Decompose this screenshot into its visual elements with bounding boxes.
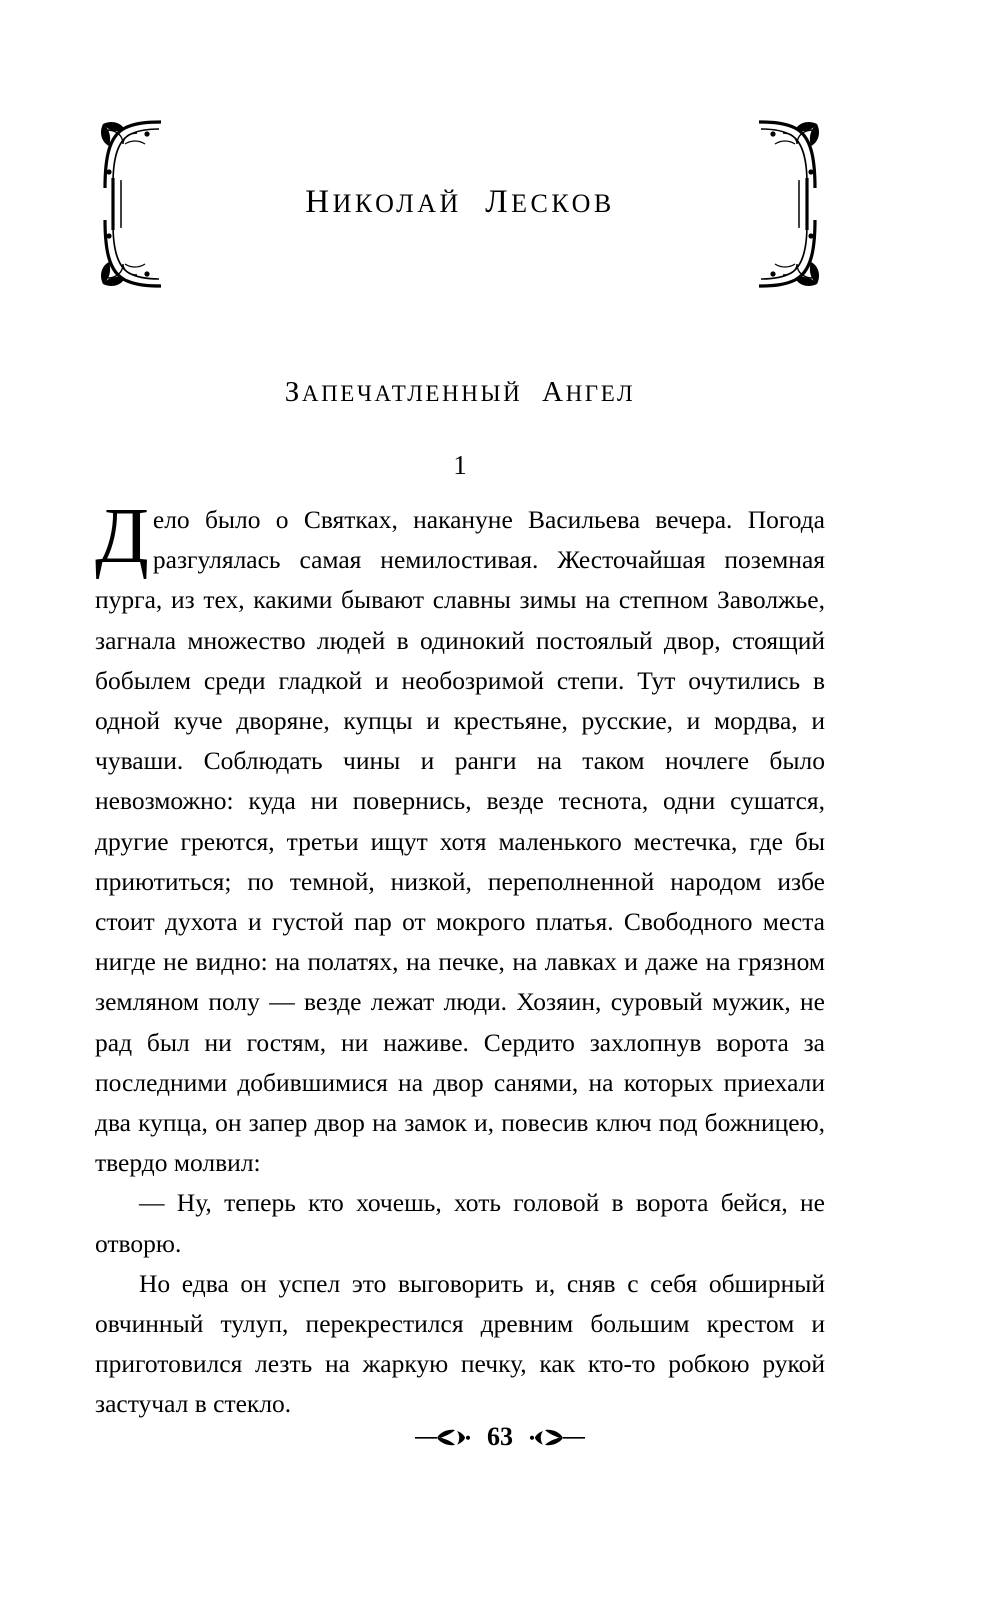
author-frame <box>95 118 825 290</box>
title-word2-initial: А <box>542 376 566 408</box>
author-last-rest: ЕСКОВ <box>511 189 615 218</box>
author-first-initial: Н <box>305 184 333 220</box>
page-number: 63 <box>487 1422 513 1451</box>
paragraph-2: — Ну, теперь кто хочешь, хоть головой в ворота бейся, не отворю. <box>95 1188 825 1258</box>
author-first-rest: ИКОЛАЙ <box>332 189 462 218</box>
title-word1-rest: АПЕЧАТЛЕННЫЙ <box>301 381 523 406</box>
author-name <box>95 186 825 219</box>
leaf-ornament-right-icon <box>529 1427 585 1447</box>
title-word1-initial: З <box>284 376 302 408</box>
chapter-number: 1 <box>453 450 467 480</box>
paragraph-1-text: ело было о Святках, накануне Васильева вечера. Погода разгулялась самая немилостивая. Жесточайшая поземная пурга, из тех, какими бывают славны зимы на степном Заволжье, загнала множество людей в одинокий постоялый двор, стоящий бобылем среди гладкой и необозримой степи. Тут очутились в одной куче дворяне, купцы и крестьяне, русские, и мордва, и чуваши. Соблюдать чины и ранги на таком ночлеге было невозможно: куда ни повернись, везде теснота, одни сушатся, другие греются, третьи ищут хотя маленького местечка, где бы приютиться; по темной, низкой, переполненной народом избе стоит духота и густой пар от мокрого платья. Свободного места нигде не видно: на полатях, на печке, на лавках и даже на грязном земляном полу — везде лежат люди. Хозяин, суровый мужик, не рад был ни гостям, ни наживе. Сердито захлопнув ворота за последними добившимися на двор санями, на которых приехали два купца, он запер двор на замок и, повесив ключ под божницею, твердо молвил: <box>95 505 825 1178</box>
page-footer <box>0 1422 1000 1452</box>
body-text <box>95 493 825 1425</box>
drop-cap: Д <box>95 493 149 580</box>
leaf-ornament-left-icon <box>415 1427 471 1447</box>
title-word2-rest: НГЕЛ <box>565 381 636 406</box>
author-last-initial: Л <box>485 184 512 220</box>
story-title <box>95 378 825 407</box>
paragraph-1 <box>95 493 825 1183</box>
paragraph-3: Но едва он успел это выговорить и, сняв с себя обширный овчинный тулуп, перекрестился древним большим крестом и приготовился лезть на жаркую печку, как кто-то робкою рукой застучал в стекло. <box>95 1268 825 1419</box>
